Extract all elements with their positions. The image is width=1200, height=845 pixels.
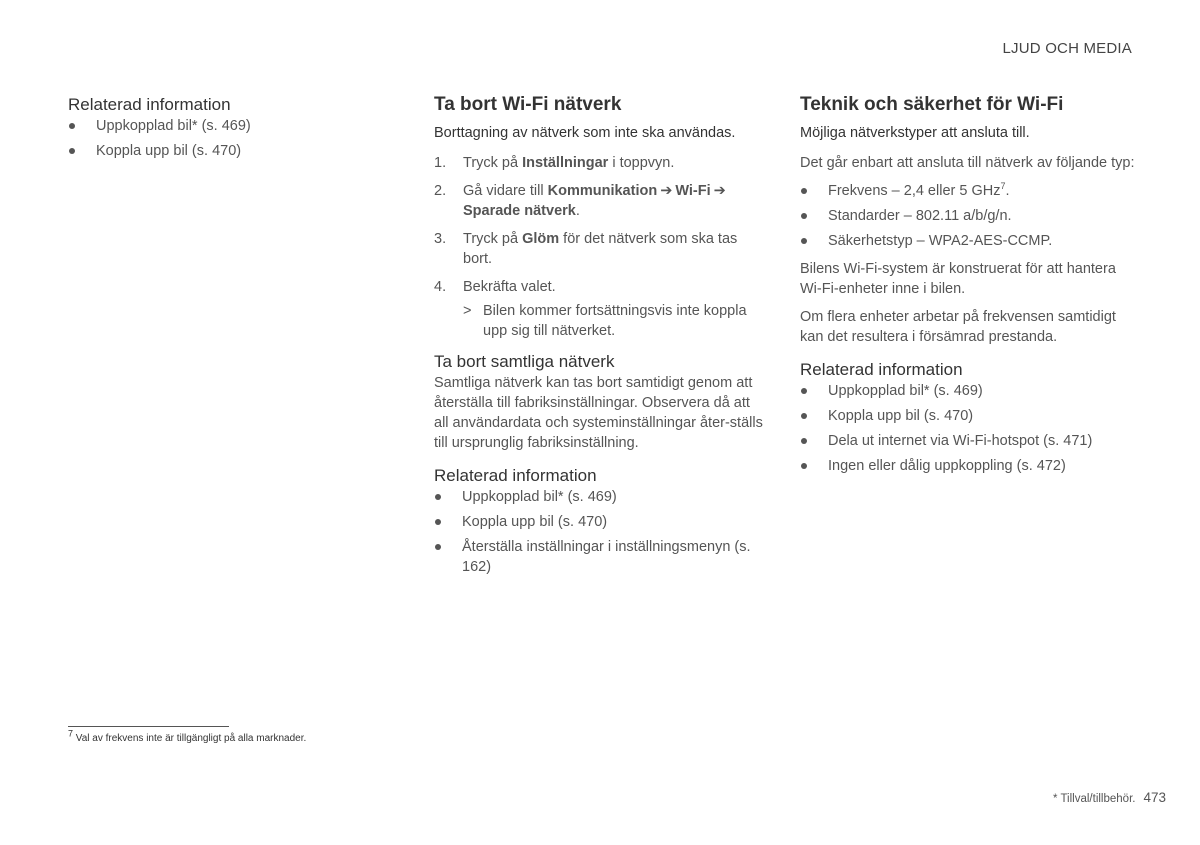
column-middle xyxy=(434,92,766,582)
step-item: 3. Tryck på Glöm för det nätverk som ska tas bort. xyxy=(434,231,738,267)
step-item: 2. Gå vidare till Kommunikation ➔ Wi-Fi ➔ Sparade nätverk. xyxy=(434,183,726,219)
related-info-list xyxy=(434,487,766,577)
bullet-icon xyxy=(801,413,807,419)
bullet-icon xyxy=(69,123,75,129)
footnote-divider xyxy=(68,726,229,727)
spec-item-standard: Standarder – 802.11 a/b/g/n. xyxy=(800,206,1135,226)
bullet-icon xyxy=(801,388,807,394)
related-link[interactable]: Dela ut internet via Wi-Fi-hotspot (s. 471) xyxy=(800,431,1135,451)
result-marker-icon: > xyxy=(463,303,472,319)
bullet-icon xyxy=(801,188,807,194)
subsection-text: Samtliga nätverk kan tas bort samtidigt genom att återställa till fabriksinställningar. Observera då att all användardata och systeminställningar åter-ställs till ursprunglig fabriksinställning. xyxy=(434,375,763,451)
bullet-icon xyxy=(801,463,807,469)
related-link[interactable]: Koppla upp bil (s. 470) xyxy=(434,512,766,532)
column-left xyxy=(68,92,368,166)
step-item: 1. Tryck på Inställningar i toppvyn. xyxy=(434,155,675,171)
related-link[interactable]: Återställa inställningar i inställningsmenyn (s. 162) xyxy=(434,537,766,577)
related-link[interactable]: Koppla upp bil (s. 470) xyxy=(68,141,368,161)
ui-term: Wi-Fi xyxy=(675,183,711,199)
section-header: LJUD OCH MEDIA xyxy=(1002,40,1132,57)
arrow-right-icon: ➔ xyxy=(660,183,673,199)
network-spec-list xyxy=(800,181,1135,251)
bullet-icon xyxy=(69,148,75,154)
spec-item-frequency: Frekvens – 2,4 eller 5 GHz$^7$. xyxy=(800,181,1135,201)
subsection-title-remove-all: Ta bort samtliga nätverk xyxy=(434,352,615,371)
section-lead: Möjliga nätverkstyper att ansluta till. xyxy=(800,125,1030,141)
bullet-icon xyxy=(801,238,807,244)
related-link[interactable]: Uppkopplad bil* (s. 469) xyxy=(434,487,766,507)
ui-term: Glöm xyxy=(522,231,560,247)
related-info-list xyxy=(68,116,368,161)
footnote-ref[interactable]: 7 xyxy=(1000,181,1006,192)
related-link[interactable]: Uppkopplad bil* (s. 469) xyxy=(68,116,368,136)
page-footer xyxy=(1053,790,1166,805)
step-item: 4. Bekräfta valet. > Bilen kommer fortsättningsvis inte koppla upp sig till nätverket. xyxy=(434,277,766,341)
related-link[interactable]: Uppkopplad bil* (s. 469) xyxy=(800,381,1135,401)
page-number: 473 xyxy=(1143,790,1166,805)
bullet-icon xyxy=(435,494,441,500)
ui-term: Inställningar xyxy=(522,155,609,171)
bullet-icon xyxy=(801,438,807,444)
arrow-right-icon: ➔ xyxy=(713,183,726,199)
related-info-title: Relaterad information xyxy=(800,360,963,379)
section-title-remove-wifi: Ta bort Wi-Fi nätverk xyxy=(434,94,622,115)
related-info-title: Relaterad information xyxy=(434,466,597,485)
ui-term: Kommunikation xyxy=(547,183,658,199)
related-info-list xyxy=(800,381,1135,476)
related-info-title: Relaterad information xyxy=(68,95,231,114)
bullet-icon xyxy=(435,519,441,525)
column-right xyxy=(800,92,1135,481)
ui-term: Sparade nätverk xyxy=(463,203,576,219)
related-link[interactable]: Ingen eller dålig uppkoppling (s. 472) xyxy=(800,456,1135,476)
bullet-icon xyxy=(435,544,441,550)
body-text: Om flera enheter arbetar på frekvensen samtidigt kan det resultera i försämrad prestanda. xyxy=(800,309,1116,345)
bullet-icon xyxy=(801,213,807,219)
body-text: Bilens Wi-Fi-system är konstruerat för att hantera Wi-Fi-enheter inne i bilen. xyxy=(800,261,1116,297)
step-result: > Bilen kommer fortsättningsvis inte koppla upp sig till nätverket. xyxy=(463,303,747,339)
steps-list xyxy=(434,153,766,341)
related-link[interactable]: Koppla upp bil (s. 470) xyxy=(800,406,1135,426)
accessory-note: * Tillval/tillbehör. xyxy=(1053,793,1136,805)
spec-item-security: Säkerhetstyp – WPA2-AES-CCMP. xyxy=(800,231,1135,251)
intro-text: Det går enbart att ansluta till nätverk av följande typ: xyxy=(800,155,1135,171)
section-lead: Borttagning av nätverk som inte ska användas. xyxy=(434,125,736,141)
section-title-wifi-security: Teknik och säkerhet för Wi-Fi xyxy=(800,94,1064,115)
footnote: $^7$ Val av frekvens inte är tillgängligt på alla marknader. xyxy=(68,728,307,744)
